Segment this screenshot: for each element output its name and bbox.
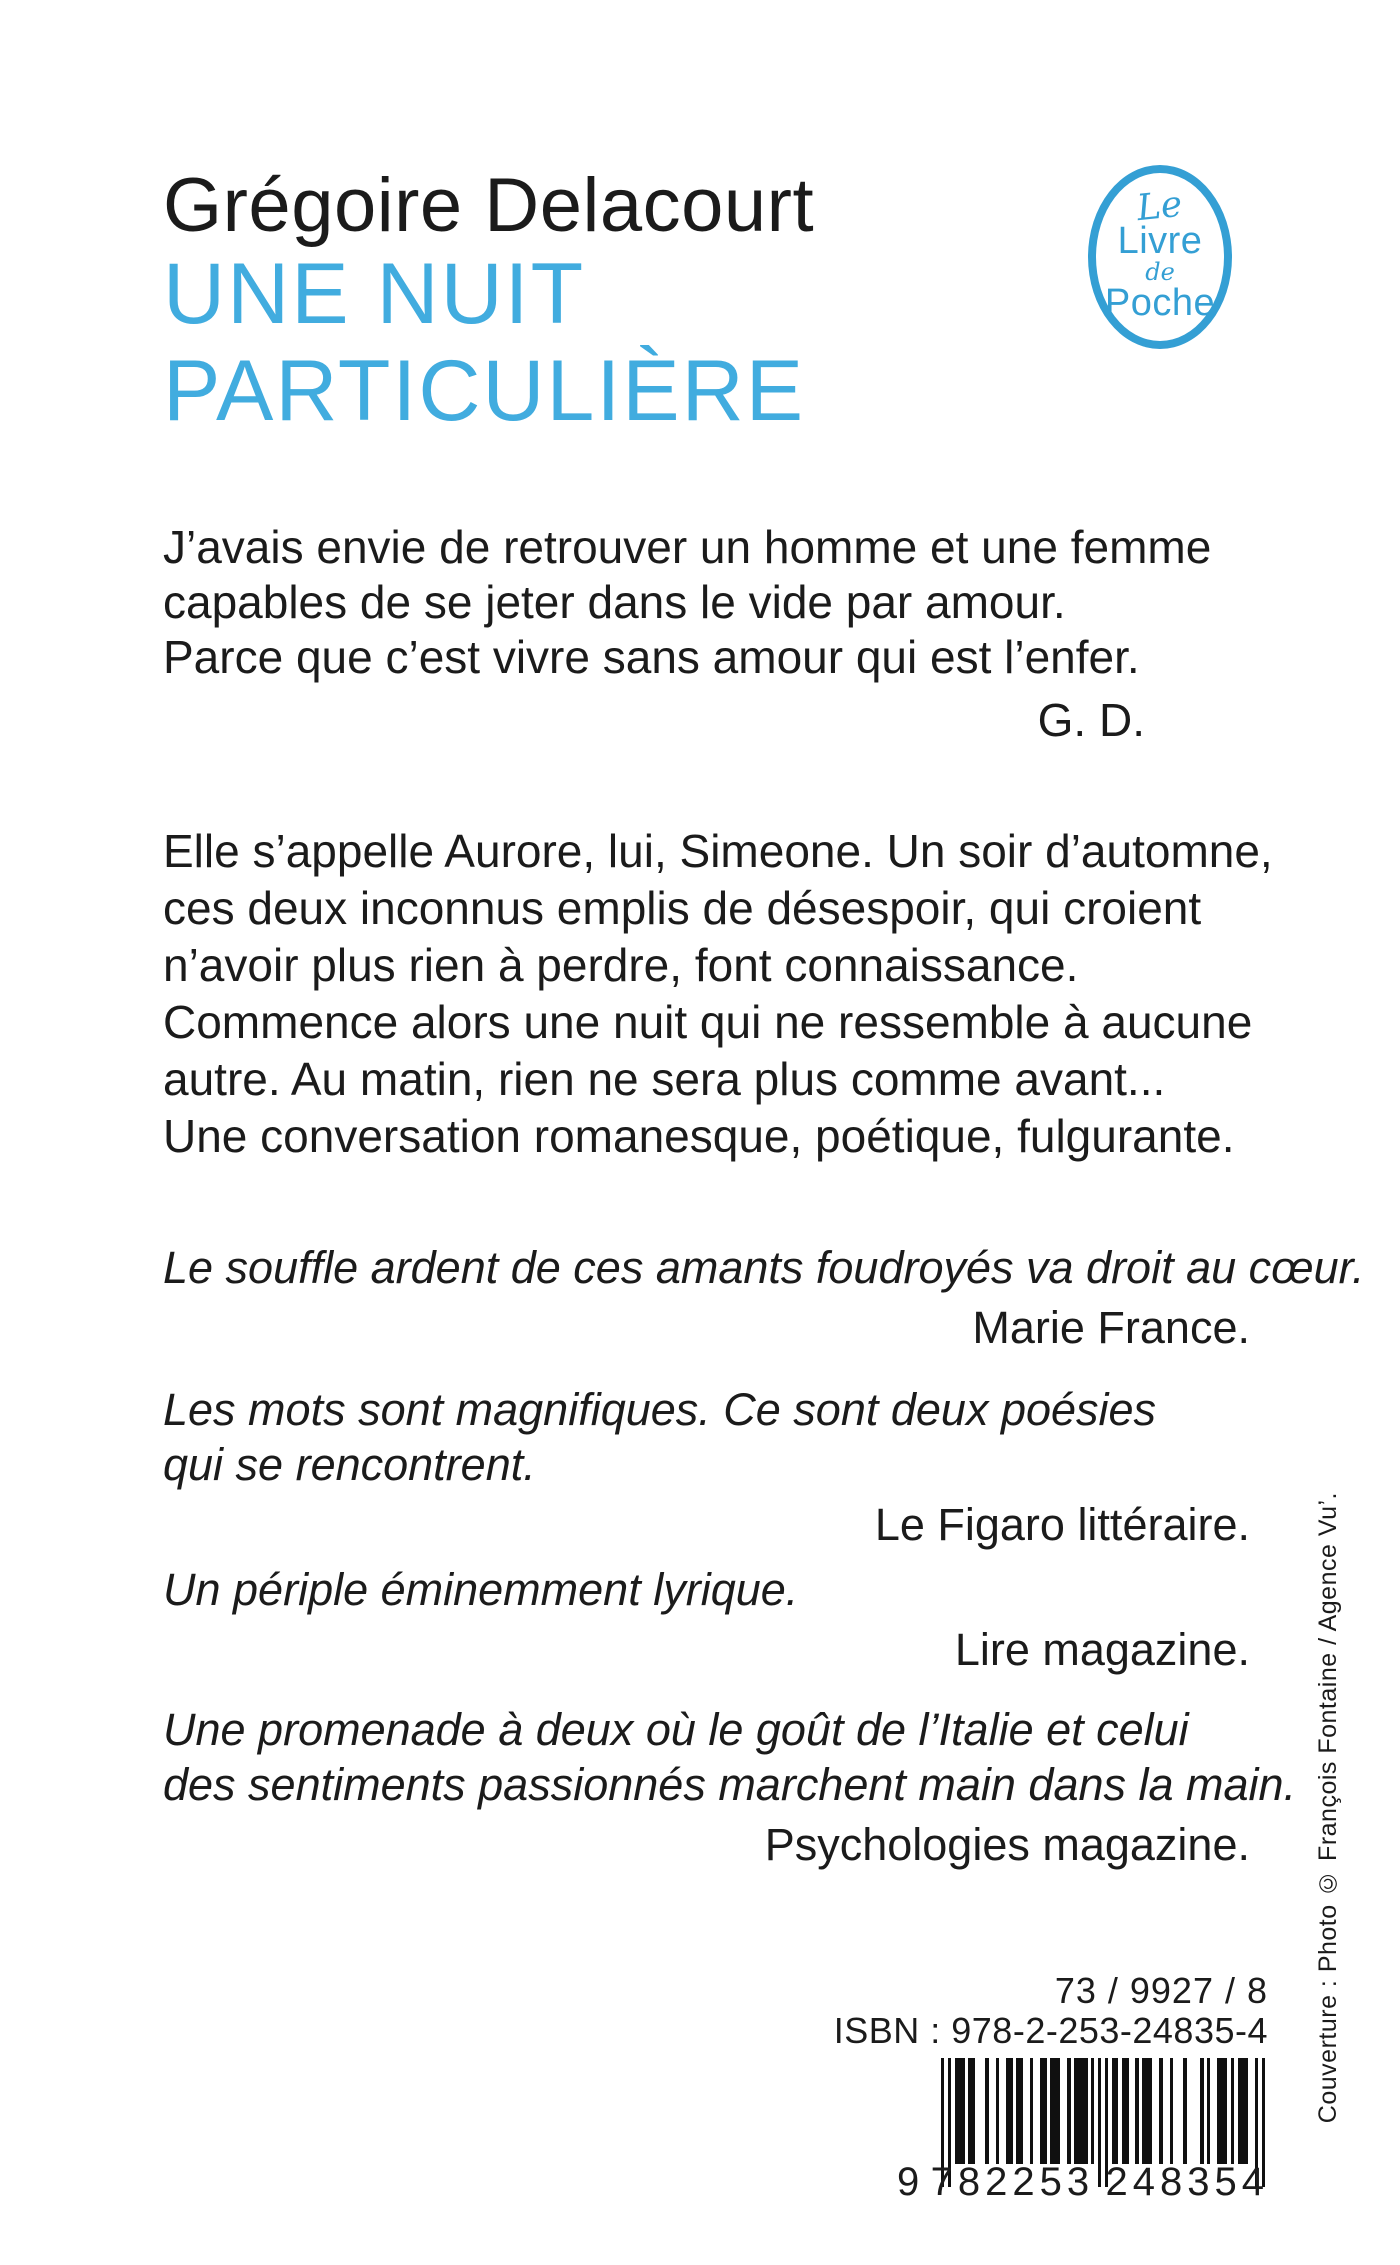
quote-source: Psychologies magazine. bbox=[764, 1819, 1250, 1870]
barcode-bar bbox=[1019, 2058, 1022, 2164]
barcode-bar bbox=[1125, 2058, 1128, 2164]
print-code: 73 / 9927 / 8 bbox=[1054, 1970, 1268, 2011]
barcode-digit-lead: 9 bbox=[897, 2160, 920, 2204]
logo-word-poche: Poche bbox=[1104, 282, 1216, 324]
quote-line: des sentiments passionnés marchent main dans la main. bbox=[163, 1759, 1297, 1810]
quote-line: Le souffle ardent de ces amants foudroyés va droit au cœur. bbox=[163, 1242, 1365, 1293]
barcode-bar bbox=[1149, 2058, 1152, 2164]
barcode-bar bbox=[972, 2058, 975, 2164]
book-title bbox=[163, 246, 805, 440]
synopsis-line: ces deux inconnus emplis de désespoir, qui croient bbox=[163, 882, 1202, 934]
quote-line: Les mots sont magnifiques. Ce sont deux poésies bbox=[163, 1384, 1157, 1435]
barcode-bar bbox=[1183, 2058, 1186, 2164]
author-intro-quote bbox=[163, 520, 1212, 748]
barcode-bar bbox=[1245, 2058, 1248, 2164]
press-quote-psychologies bbox=[163, 1702, 1297, 1872]
barcode-bar bbox=[1207, 2058, 1210, 2164]
barcode-bar bbox=[1170, 2058, 1173, 2164]
barcode-bar bbox=[1231, 2058, 1234, 2164]
barcode bbox=[941, 2058, 1265, 2164]
author-name: Grégoire Delacourt bbox=[163, 163, 815, 248]
synopsis-line: n’avoir plus rien à perdre, font connaissance. bbox=[163, 939, 1079, 991]
quote-line: qui se rencontrent. bbox=[163, 1439, 536, 1490]
barcode-bar bbox=[1043, 2058, 1046, 2164]
title-line-2: PARTICULIÈRE bbox=[163, 343, 806, 439]
barcode-bar bbox=[1159, 2058, 1162, 2164]
barcode-bar bbox=[1135, 2058, 1138, 2164]
quote-line: Une promenade à deux où le goût de l’Italie et celui bbox=[163, 1704, 1189, 1755]
quote-line: Un périple éminemment lyrique. bbox=[163, 1564, 799, 1615]
logo-word-le: Le bbox=[1135, 183, 1185, 230]
intro-line: capables de se jeter dans le vide par amour. bbox=[163, 576, 1066, 628]
barcode-digits bbox=[897, 2160, 1269, 2206]
intro-line: Parce que c’est vivre sans amour qui est l’enfer. bbox=[163, 631, 1140, 683]
barcode-bar bbox=[1224, 2058, 1227, 2164]
cover-photo-credit: Couverture : Photo © François Fontaine / Agence Vu’. bbox=[1314, 1492, 1342, 2124]
barcode-bar bbox=[1030, 2058, 1033, 2164]
synopsis-line: Une conversation romanesque, poétique, fulgurante. bbox=[163, 1110, 1235, 1162]
quote-source: Lire magazine. bbox=[954, 1624, 1250, 1675]
barcode-digits-right: 248354 bbox=[1105, 2160, 1269, 2204]
quote-source: Marie France. bbox=[972, 1302, 1250, 1353]
quote-source: Le Figaro littéraire. bbox=[874, 1499, 1250, 1550]
press-quote-marie-france bbox=[163, 1240, 1365, 1355]
logo-word-de: de bbox=[1145, 258, 1175, 286]
barcode-bar bbox=[985, 2058, 988, 2164]
barcode-digits-left: 782253 bbox=[930, 2160, 1095, 2204]
synopsis-line: Elle s’appelle Aurore, lui, Simeone. Un soir d’automne, bbox=[163, 825, 1273, 877]
title-line-1: UNE NUIT bbox=[163, 246, 586, 342]
publisher-logo bbox=[1088, 165, 1232, 349]
synopsis-line: Commence alors une nuit qui ne ressemble à aucune bbox=[163, 996, 1253, 1048]
intro-line: J’avais envie de retrouver un homme et une femme bbox=[163, 521, 1212, 573]
press-quote-figaro bbox=[163, 1382, 1250, 1552]
synopsis bbox=[163, 823, 1273, 1165]
press-quote-lire bbox=[163, 1562, 1250, 1677]
barcode-bar bbox=[961, 2058, 964, 2164]
intro-attribution: G. D. bbox=[1037, 694, 1145, 746]
logo-word-livre: Livre bbox=[1117, 220, 1203, 262]
barcode-bar bbox=[1200, 2058, 1203, 2164]
barcode-bar bbox=[996, 2058, 999, 2164]
barcode-bar bbox=[1067, 2058, 1070, 2164]
barcode-bar bbox=[1091, 2058, 1094, 2164]
barcode-bar bbox=[1057, 2058, 1060, 2164]
barcode-bar bbox=[1084, 2058, 1087, 2164]
synopsis-line: autre. Au matin, rien ne sera plus comme avant... bbox=[163, 1053, 1166, 1105]
barcode-bar bbox=[1009, 2058, 1012, 2164]
isbn-number: ISBN : 978-2-253-24835-4 bbox=[833, 2010, 1268, 2051]
barcode-bar bbox=[1115, 2058, 1118, 2164]
